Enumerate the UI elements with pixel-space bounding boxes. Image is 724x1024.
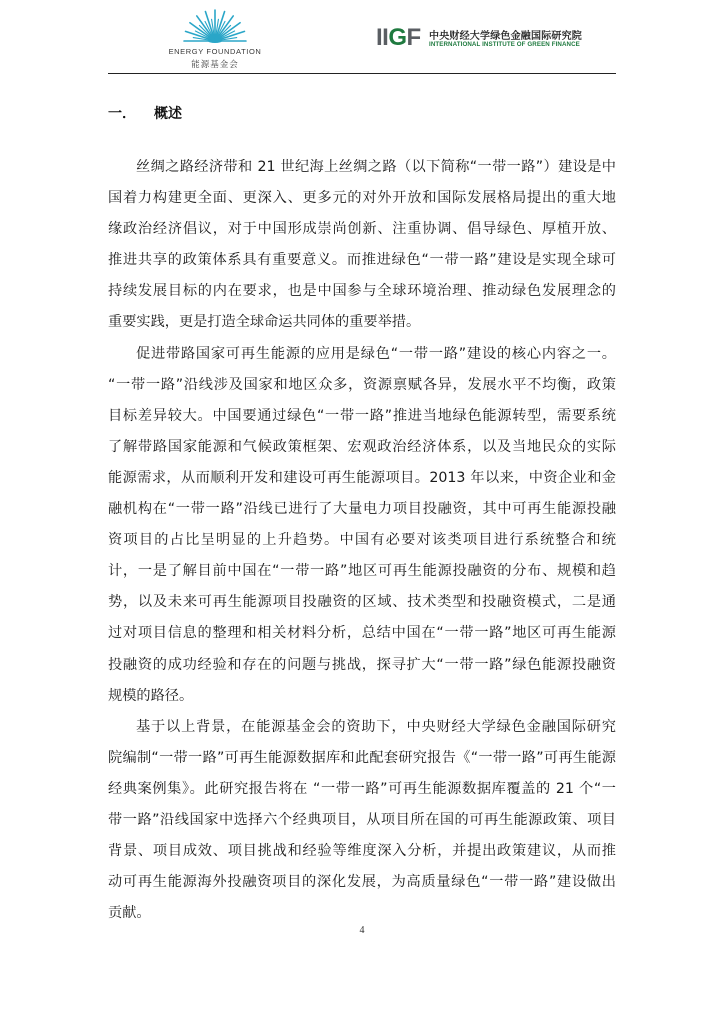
iigf-logo [376, 24, 582, 54]
text-line: 目标差异较大。中国要通过绿色“一带一路”推进当地绿色能源转型，需要系统 [108, 407, 616, 424]
text-line: 了解带路国家能源和气候政策框架、宏观政治经济体系，以及当地民众的实际 [108, 438, 616, 455]
text-line: 推进共享的政策体系具有重要意义。而推进绿色“一带一路”建设是实现全球可 [108, 252, 616, 269]
iigf-name-en: INTERNATIONAL INSTITUTE OF GREEN FINANCE [429, 41, 580, 48]
section-title: 概述 [154, 106, 182, 122]
text-line: 过对项目信息的整理和相关材料分析，总结中国在“一带一路”地区可再生能源 [108, 625, 616, 642]
text-line: 投融资的成功经验和存在的问题与挑战，探寻扩大“一带一路”绿色能源投融资 [108, 656, 616, 673]
text-line: 基于以上背景，在能源基金会的资助下，中央财经大学绿色金融国际研究 [136, 718, 616, 735]
text-line: 持续发展目标的内在要求，也是中国参与全球环境治理、推动绿色发展理念的 [108, 283, 616, 300]
paragraph [108, 339, 616, 712]
text-line: “一带一路”沿线涉及国家和地区众多，资源禀赋各异，发展水平不均衡，政策 [108, 376, 616, 393]
text-line: 带一路”沿线国家中选择六个经典项目，从项目所在国的可再生能源政策、项目 [108, 811, 616, 828]
paragraph [108, 712, 616, 930]
text-line: 背景、项目成效、项目挑战和经验等维度深入分析，并提出政策建议，从而推 [108, 843, 616, 860]
text-line: 规模的路径。 [108, 687, 194, 704]
page-header [0, 0, 724, 74]
text-line: 融机构在“一带一路”沿线已进行了大量电力项目投融资，其中可再生能源投融 [108, 501, 616, 518]
iigf-mark-g: G [388, 24, 407, 51]
text-line: 经典案例集》。此研究报告将在 “一带一路”可再生能源数据库覆盖的 21 个“一 [108, 780, 616, 797]
section-number: 一． [108, 106, 136, 122]
text-line: 缘政治经济倡议，对于中国形成崇尚创新、注重协调、倡导绿色、厚植开放、 [108, 221, 616, 238]
text-line: 贡献。 [108, 905, 151, 922]
energy-foundation-logo [160, 8, 270, 68]
iigf-mark-prefix: II [376, 24, 389, 51]
iigf-mark [376, 24, 421, 52]
section-heading [108, 103, 182, 123]
text-line: 动可再生能源海外投融资项目的深化发展，为高质量绿色“一带一路”建设做出 [108, 874, 616, 891]
energy-foundation-name-cn: 能源基金会 [191, 60, 239, 70]
text-line: 能源需求，从而顺利开发和建设可再生能源项目。2013 年以来，中资企业和金 [108, 469, 616, 486]
text-line: 国着力构建更全面、更深入、更多元的对外开放和国际发展格局提出的重大地 [108, 190, 616, 207]
text-line: 院编制“一带一路”可再生能源数据库和此配套研究报告《“一带一路”可再生能源 [108, 749, 616, 766]
text-line: 丝绸之路经济带和 21 世纪海上丝绸之路（以下简称“一带一路”）建设是中 [136, 159, 616, 175]
iigf-mark-suffix: F [406, 24, 421, 51]
paragraph [108, 152, 616, 339]
page-number: 4 [359, 925, 365, 936]
text-line: 计，一是了解目前中国在“一带一路”地区可再生能源投融资的分布、规模和趋 [108, 563, 616, 580]
iigf-name-cn: 中央财经大学绿色金融国际研究院 [429, 31, 582, 42]
starburst-icon [182, 8, 248, 44]
text-line: 势，以及未来可再生能源项目投融资的区域、技术类型和投融资模式，二是通 [108, 594, 616, 611]
text-line: 促进带路国家可再生能源的应用是绿色“一带一路”建设的核心内容之一。 [136, 345, 616, 362]
text-line: 资项目的占比呈明显的上升趋势。中国有必要对该类项目进行系统整合和统 [108, 532, 616, 549]
text-line: 重要实践，更是打造全球命运共同体的重要举措。 [108, 314, 421, 331]
body-text [108, 152, 616, 929]
energy-foundation-name-en: ENERGY FOUNDATION [168, 47, 262, 56]
header-divider [108, 73, 616, 74]
